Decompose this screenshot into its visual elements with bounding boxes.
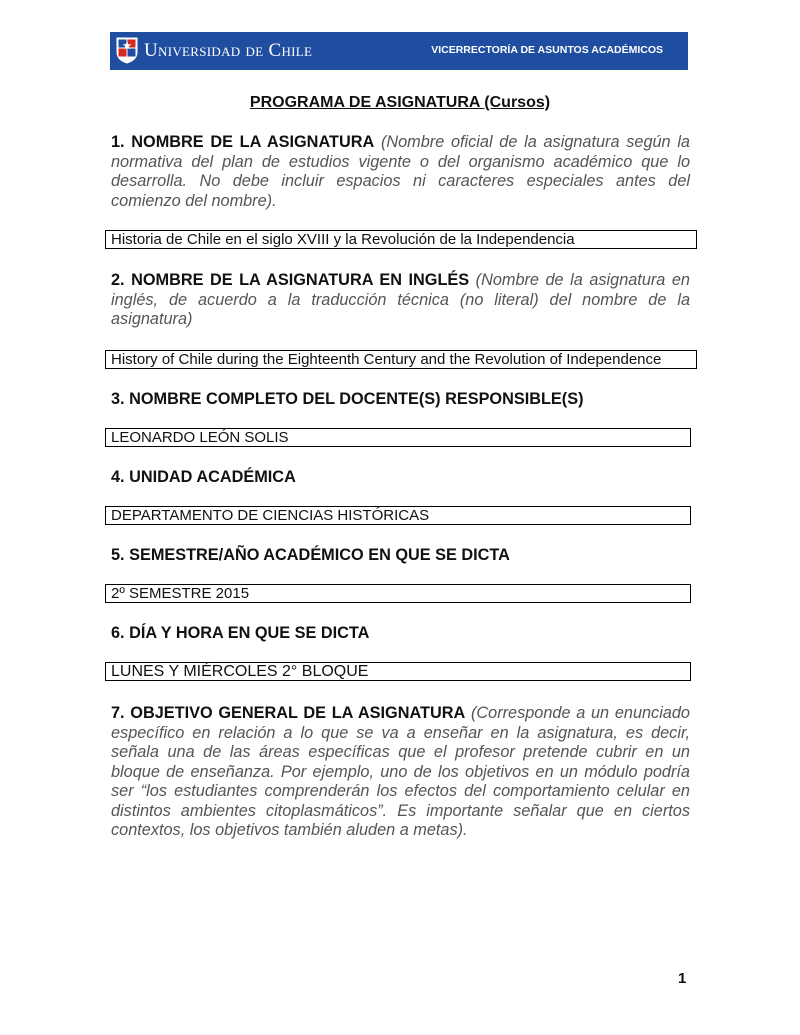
- university-name: Universidad de Chile: [144, 40, 313, 61]
- section-5-heading: [111, 546, 690, 566]
- course-name-english-field: History of Chile during the Eighteenth Century and the Revolution of Independence: [105, 350, 697, 369]
- section-heading: 5. SEMESTRE/AÑO ACADÉMICO EN QUE SE DICTA: [111, 546, 510, 564]
- page-number: 1: [678, 970, 687, 987]
- semester-field: 2º SEMESTRE 2015: [105, 584, 691, 603]
- section-heading: 1. NOMBRE DE LA ASIGNATURA: [111, 133, 375, 151]
- academic-unit-field: DEPARTAMENTO DE CIENCIAS HISTÓRICAS: [105, 506, 691, 525]
- section-heading: 6. DÍA Y HORA EN QUE SE DICTA: [111, 624, 370, 642]
- section-1-heading: [111, 133, 690, 211]
- section-6-heading: [111, 624, 690, 644]
- section-2-heading: [111, 271, 690, 330]
- section-note: (Nombre de la asignatura en inglés, de acuerdo a la traducción técnica (no literal) del nombre de la asignatura): [111, 271, 690, 328]
- teacher-name-field: LEONARDO LEÓN SOLIS: [105, 428, 691, 447]
- schedule-field: LUNES Y MIÉRCOLES 2° BLOQUE: [105, 662, 691, 681]
- vicerrectoria-name: VICERRECTORÍA DE ASUNTOS ACADÉMICOS: [431, 44, 663, 56]
- university-header-band: [110, 32, 688, 70]
- section-4-heading: [111, 468, 690, 488]
- section-3-heading: [111, 390, 690, 410]
- section-heading: 7. OBJETIVO GENERAL DE LA ASIGNATURA: [111, 704, 466, 722]
- section-7-heading: [111, 704, 690, 841]
- section-heading: 3. NOMBRE COMPLETO DEL DOCENTE(S) RESPONSIBLE(S): [111, 390, 584, 408]
- section-note: (Nombre oficial de la asignatura según la normativa del plan de estudios vigente o del organismo académico que lo desarrolla. No debe incluir espacios ni caracteres especiales antes del comienzo del nombre).: [111, 133, 690, 210]
- course-name-field: Historia de Chile en el siglo XVIII y la Revolución de la Independencia: [105, 230, 697, 249]
- section-note: (Corresponde a un enunciado específico en relación a lo que se va a enseñar en la asignatura, es decir, señala una de las áreas específicas que el profesor pretende cubrir en un bloque de enseñanza. Por ejemplo, uno de los objetivos en un módulo podría ser “los estudiantes comprenderán los efectos del comportamiento celular en distintos ambientes citoplasmáticos”. Es importante señalar que en ciertos contextos, los objetivos también aluden a metas).: [111, 704, 690, 839]
- university-shield-logo: [116, 37, 138, 64]
- document-title: PROGRAMA DE ASIGNATURA (Cursos): [249, 94, 551, 111]
- section-heading: 2. NOMBRE DE LA ASIGNATURA EN INGLÉS: [111, 271, 470, 289]
- section-heading: 4. UNIDAD ACADÉMICA: [111, 468, 296, 486]
